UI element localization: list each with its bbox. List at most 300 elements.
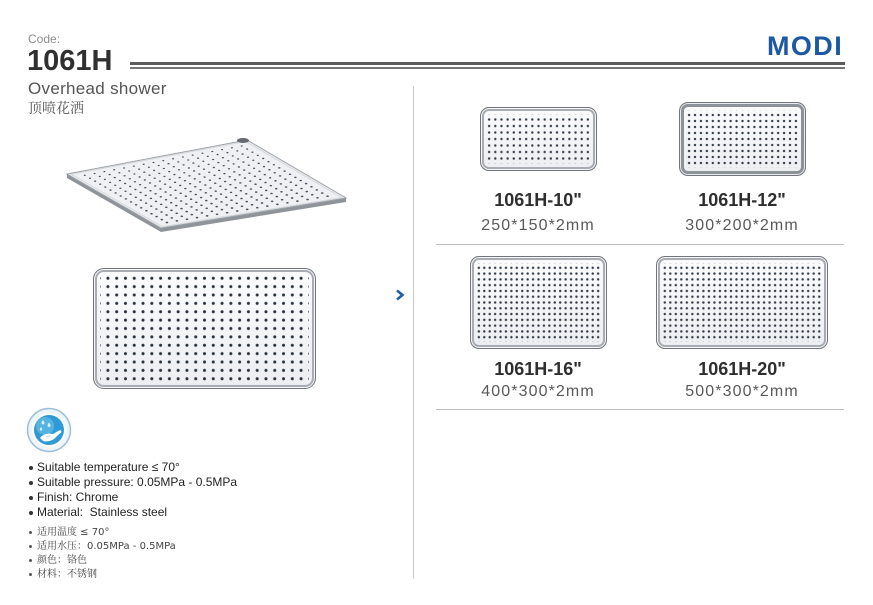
product-code: 1061H (27, 45, 113, 77)
nozzle-hole (154, 185, 156, 186)
nozzle-hole (145, 202, 148, 204)
nozzle-hole (213, 175, 215, 176)
nozzle-hole (173, 166, 175, 167)
nozzle-hole (149, 190, 151, 191)
nozzle-hole (145, 210, 148, 212)
nozzle-hole (195, 209, 198, 211)
nozzle-hole (259, 179, 261, 181)
nozzle-hole (198, 173, 200, 174)
nozzle-hole (172, 158, 174, 159)
spec-item (28, 490, 237, 505)
nozzle-hole (264, 182, 267, 184)
nozzle-hole (273, 172, 275, 174)
nozzle-hole (138, 169, 140, 170)
nozzle-hole (253, 168, 255, 169)
nozzle-hole (286, 202, 289, 204)
nozzle-hole (152, 162, 154, 163)
nozzle-hole (279, 175, 281, 177)
nozzle-hole (238, 174, 240, 175)
nozzle-hole (240, 190, 243, 192)
nozzle-hole (201, 153, 203, 154)
nozzle-hole (178, 177, 180, 178)
bullet (29, 496, 33, 500)
bullet (29, 531, 32, 534)
nozzle-hole (186, 218, 189, 220)
nozzle-hole (195, 194, 198, 196)
nozzle-hole (179, 185, 181, 186)
nozzle-hole (275, 196, 278, 198)
nozzle-hole (192, 154, 194, 155)
nozzle-hole (222, 157, 224, 158)
nozzle-hole (281, 199, 284, 201)
nozzle-hole (249, 180, 251, 182)
nozzle-hole (289, 173, 291, 175)
nozzle-hole (316, 197, 319, 199)
nozzle-hole (124, 191, 126, 192)
row-divider (436, 409, 844, 410)
bullet (29, 545, 32, 548)
spec-item (28, 568, 176, 582)
spec-text: 适用水压：0.05MPa - 0.5MPa (37, 541, 176, 552)
nozzle-hole (180, 215, 183, 217)
nozzle-hole (193, 170, 195, 171)
variant-model: 1061H-16" (494, 359, 582, 379)
nozzle-hole (190, 206, 193, 208)
chevron-right-icon (395, 289, 405, 301)
nozzle-hole (206, 215, 209, 217)
variant-model: 1061H-12" (698, 190, 786, 210)
product-name-chinese: 顶喷花洒 (28, 101, 84, 117)
nozzle-hole (144, 179, 146, 180)
nozzle-hole (260, 194, 263, 196)
nozzle-hole (134, 189, 136, 190)
variant-image-20 (656, 256, 828, 349)
nozzle-hole (211, 210, 214, 212)
nozzle-hole (164, 183, 166, 184)
variant-image-16 (470, 256, 607, 349)
variant-image-10 (480, 107, 597, 171)
nozzle-hole (129, 186, 131, 187)
nozzle-hole (183, 172, 185, 173)
nozzle-hole (104, 179, 106, 180)
nozzle-hole (189, 191, 191, 193)
nozzle-hole (153, 170, 155, 171)
nozzle-hole (268, 169, 270, 170)
nozzle-hole (199, 189, 201, 191)
ceiling-mount (237, 138, 249, 143)
nozzle-hole (234, 187, 237, 189)
nozzle-hole (160, 204, 163, 206)
icon-disc-highlight (36, 417, 54, 435)
nozzle-hole (99, 184, 101, 185)
nozzle-hole (150, 205, 153, 207)
nozzle-hole (194, 186, 196, 188)
nozzle-hole (165, 207, 168, 209)
spec-item (28, 460, 237, 475)
nozzle-hole (175, 197, 178, 199)
nozzle-hole (178, 169, 180, 170)
nozzle-hole (271, 200, 274, 202)
nozzle-hole (228, 176, 230, 177)
spec-text: 适用温度 ≤ 70° (37, 527, 110, 538)
nozzle-hole (229, 184, 231, 186)
nozzle-hole (125, 198, 127, 200)
spec-text: Material: Stainless steel (37, 505, 168, 519)
nozzle-hole (119, 188, 121, 189)
nozzle-hole (213, 167, 215, 168)
chevron-stroke (397, 291, 403, 300)
nozzle-hole (150, 198, 152, 200)
nozzle-hole (103, 171, 105, 172)
nozzle-hole (201, 212, 204, 214)
nozzle-hole (139, 184, 141, 185)
nozzle-hole (250, 188, 253, 190)
nozzle-hole (310, 186, 313, 188)
nozzle-hole (169, 179, 171, 180)
nozzle-hole (273, 164, 275, 165)
nozzle-hole (219, 186, 221, 188)
nozzle-hole (251, 204, 254, 206)
nozzle-hole (119, 195, 121, 196)
nozzle-hole (149, 182, 151, 183)
nozzle-hole (148, 175, 150, 176)
nozzle-hole (129, 178, 131, 179)
product-name-english: Overhead shower (28, 79, 167, 98)
nozzle-hole (280, 191, 283, 193)
nozzle-grid (687, 110, 798, 168)
nozzle-hole (248, 164, 250, 165)
nozzle-hole (326, 195, 329, 197)
nozzle-hole (192, 162, 194, 163)
nozzle-hole (104, 186, 106, 187)
variant-size: 400*300*2mm (481, 383, 595, 400)
nozzle-hole (210, 203, 213, 205)
column-divider (413, 86, 414, 579)
nozzle-hole (205, 207, 208, 209)
nozzle-hole (305, 191, 308, 193)
brand-logo: MODI (767, 31, 844, 61)
nozzle-hole (220, 193, 223, 195)
nozzle-hole (194, 178, 196, 179)
nozzle-hole (246, 209, 249, 211)
bullet (29, 481, 33, 485)
shower-head-front-view (93, 268, 316, 389)
nozzle-hole (200, 205, 203, 207)
specs-list-chinese (28, 526, 176, 582)
variant-size: 500*300*2mm (685, 383, 799, 400)
nozzle-hole (155, 216, 158, 218)
nozzle-hole (280, 183, 283, 185)
nozzle-hole (189, 183, 191, 184)
spec-item (28, 475, 237, 490)
nozzle-hole (123, 167, 125, 168)
nozzle-hole (134, 181, 136, 182)
nozzle-hole (223, 165, 225, 166)
nozzle-hole (205, 200, 208, 202)
nozzle-hole (170, 210, 173, 212)
nozzle-hole (217, 162, 219, 163)
nozzle-hole (241, 145, 243, 146)
nozzle-hole (169, 186, 171, 187)
nozzle-hole (234, 179, 236, 181)
nozzle-hole (235, 202, 238, 204)
nozzle-hole (252, 160, 254, 161)
nozzle-hole (182, 164, 184, 165)
nozzle-hole (160, 211, 163, 213)
nozzle-hole (278, 167, 280, 168)
specs-list-english (28, 460, 237, 520)
nozzle-hole (197, 158, 199, 159)
nozzle-hole (237, 158, 239, 159)
nozzle-hole (94, 173, 96, 174)
nozzle-hole (244, 177, 246, 179)
nozzle-hole (245, 201, 248, 203)
nozzle-hole (202, 161, 204, 162)
nozzle-hole (185, 211, 188, 213)
nozzle-hole (99, 176, 101, 177)
nozzle-hole (290, 189, 293, 191)
nozzle-hole (205, 192, 208, 194)
nozzle-hole (159, 188, 161, 189)
nozzle-hole (254, 183, 257, 185)
nozzle-hole (265, 197, 268, 199)
header-rule-thin (130, 67, 845, 69)
spec-text: Suitable pressure: 0.05MPa - 0.5MPa (37, 475, 238, 489)
nozzle-hole (270, 185, 273, 187)
nozzle-hole (301, 196, 304, 198)
plate-face (67, 140, 346, 228)
nozzle-hole (285, 186, 288, 188)
nozzle-hole (128, 170, 130, 171)
nozzle-hole (144, 187, 146, 188)
nozzle-hole (182, 156, 184, 157)
bullet (29, 466, 33, 470)
nozzle-hole (230, 199, 233, 201)
nozzle-hole (154, 193, 156, 195)
nozzle-hole (255, 191, 258, 193)
nozzle-hole (220, 201, 223, 203)
nozzle-hole (135, 204, 138, 206)
nozzle-hole (264, 174, 266, 176)
header-rule-thick (130, 62, 845, 65)
nozzle-hole (235, 195, 238, 197)
nozzle-hole (113, 169, 115, 170)
nozzle-hole (168, 171, 170, 172)
nozzle-hole (173, 174, 175, 175)
nozzle-hole (267, 161, 269, 162)
nozzle-hole (274, 180, 277, 182)
nozzle-hole (255, 199, 258, 201)
nozzle-hole (188, 175, 190, 176)
nozzle-hole (165, 214, 168, 216)
nozzle-hole (140, 207, 143, 209)
nozzle-hole (266, 205, 269, 207)
hand-water-drops-icon (26, 407, 72, 453)
nozzle-hole (305, 183, 308, 185)
nozzle-hole (163, 176, 165, 177)
nozzle-hole (175, 205, 178, 207)
nozzle-hole (150, 213, 153, 215)
nozzle-hole (230, 192, 233, 194)
nozzle-hole (270, 193, 273, 195)
nozzle-hole (250, 196, 253, 198)
nozzle-hole (166, 222, 169, 224)
nozzle-hole (214, 183, 216, 185)
nozzle-hole (129, 193, 131, 194)
bullet (29, 511, 33, 515)
nozzle-grid (100, 275, 309, 382)
nozzle-hole (276, 204, 279, 206)
nozzle-hole (221, 149, 223, 150)
nozzle-hole (179, 192, 181, 194)
nozzle-hole (174, 182, 176, 183)
nozzle-hole (217, 154, 219, 155)
nozzle-hole (244, 185, 247, 187)
nozzle-hole (291, 197, 294, 199)
nozzle-hole (241, 153, 243, 154)
nozzle-hole (245, 193, 248, 195)
nozzle-hole (256, 207, 259, 209)
bullet (29, 573, 32, 576)
variant-model: 1061H-10" (494, 190, 582, 210)
nozzle-hole (188, 167, 190, 168)
shower-head-perspective-view (55, 128, 355, 236)
nozzle-hole (84, 175, 86, 176)
nozzle-hole (231, 207, 234, 209)
variant-model: 1061H-20" (698, 359, 786, 379)
nozzle-hole (260, 187, 263, 189)
spec-text: Finish: Chrome (37, 490, 119, 504)
nozzle-hole (258, 171, 260, 172)
nozzle-hole (236, 150, 238, 151)
spec-item (28, 554, 176, 568)
nozzle-hole (180, 200, 183, 202)
nozzle-hole (238, 166, 240, 167)
nozzle-hole (143, 172, 145, 173)
nozzle-hole (225, 196, 228, 198)
code-label: Code: (28, 32, 61, 46)
nozzle-hole (232, 163, 234, 164)
nozzle-hole (243, 169, 245, 170)
nozzle-hole (144, 195, 146, 197)
nozzle-hole (94, 181, 96, 182)
nozzle-hole (311, 194, 314, 196)
nozzle-hole (299, 180, 302, 182)
nozzle-hole (207, 164, 209, 165)
nozzle-hole (170, 217, 173, 219)
nozzle-hole (224, 189, 227, 191)
nozzle-hole (241, 205, 244, 207)
nozzle-hole (155, 208, 158, 210)
nozzle-hole (162, 160, 164, 161)
nozzle-hole (119, 180, 121, 181)
nozzle-hole (135, 196, 137, 198)
nozzle-hole (269, 177, 271, 179)
nozzle-hole (143, 164, 145, 165)
nozzle-hole (139, 192, 141, 193)
nozzle-hole (261, 202, 264, 204)
nozzle-hole (210, 195, 213, 197)
nozzle-hole (114, 177, 116, 178)
nozzle-hole (190, 198, 193, 200)
nozzle-hole (184, 188, 186, 190)
nozzle-hole (177, 161, 179, 162)
nozzle-hole (223, 173, 225, 174)
nozzle-hole (203, 168, 205, 169)
nozzle-hole (247, 157, 249, 158)
spec-text: 材料：不锈钢 (37, 569, 97, 580)
nozzle-hole (160, 219, 163, 221)
nozzle-hole (133, 165, 135, 166)
nozzle-hole (315, 189, 318, 191)
nozzle-hole (184, 180, 186, 181)
nozzle-hole (262, 158, 264, 159)
nozzle-hole (118, 172, 120, 173)
spec-text: 颜色：铬色 (37, 555, 87, 566)
nozzle-hole (254, 176, 256, 178)
nozzle-hole (275, 188, 278, 190)
nozzle-hole (228, 168, 230, 169)
nozzle-hole (226, 212, 229, 214)
nozzle-hole (124, 183, 126, 184)
nozzle-hole (169, 194, 171, 196)
nozzle-hole (265, 190, 268, 192)
nozzle-hole (148, 167, 150, 168)
nozzle-hole (158, 173, 160, 174)
nozzle-hole (158, 165, 160, 166)
nozzle-hole (185, 195, 188, 197)
nozzle-hole (138, 176, 140, 177)
nozzle-hole (257, 155, 259, 156)
nozzle-hole (208, 172, 210, 173)
nozzle-hole (231, 147, 233, 148)
nozzle-hole (140, 199, 142, 201)
nozzle-grid (477, 263, 600, 342)
nozzle-hole (200, 197, 203, 199)
nozzle-hole (258, 163, 260, 164)
nozzle-hole (284, 178, 287, 180)
nozzle-hole (164, 191, 166, 193)
nozzle-hole (263, 166, 265, 167)
nozzle-hole (187, 159, 189, 160)
spec-text: Suitable temperature ≤ 70° (37, 460, 180, 474)
nozzle-hole (167, 163, 169, 164)
nozzle-hole (285, 194, 288, 196)
nozzle-hole (306, 199, 309, 201)
nozzle-hole (130, 201, 132, 203)
nozzle-hole (232, 155, 234, 156)
nozzle-hole (233, 171, 235, 172)
nozzle-hole (163, 168, 165, 169)
nozzle-hole (295, 185, 298, 187)
nozzle-hole (185, 203, 188, 205)
nozzle-grid (487, 114, 590, 164)
nozzle-hole (175, 212, 178, 214)
nozzle-hole (290, 181, 293, 183)
spec-item (28, 505, 237, 520)
variant-size: 250*150*2mm (481, 217, 595, 234)
nozzle-hole (199, 181, 201, 182)
nozzle-hole (300, 188, 303, 190)
nozzle-hole (219, 178, 221, 179)
nozzle-hole (133, 173, 135, 174)
nozzle-hole (225, 204, 228, 206)
nozzle-hole (154, 177, 156, 178)
nozzle-hole (209, 179, 211, 180)
nozzle-hole (212, 159, 214, 160)
nozzle-hole (218, 170, 220, 171)
nozzle-hole (204, 184, 206, 186)
